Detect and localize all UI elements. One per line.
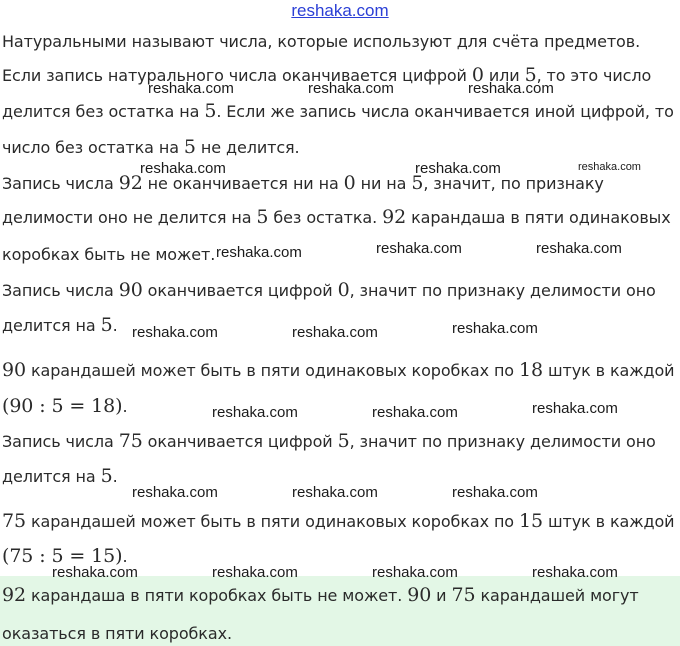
watermark: reshaka.com [308, 80, 394, 97]
watermark: reshaka.com [212, 564, 298, 581]
text-run: не делится. [195, 138, 300, 157]
watermark: reshaka.com [372, 564, 458, 581]
text-run: Запись числа [2, 281, 119, 300]
text-run: делимости оно не делится на [2, 208, 257, 227]
math-number: 0 [337, 279, 350, 301]
watermark: reshaka.com [132, 324, 218, 341]
paragraph-line [2, 137, 300, 158]
text-run: . [112, 467, 118, 486]
text-run: Запись числа [2, 174, 119, 193]
watermark: reshaka.com [415, 160, 501, 177]
text-run: не оканчивается ни на [142, 174, 344, 193]
watermark: reshaka.com [578, 161, 641, 173]
math-number: 92 [382, 206, 407, 228]
text-run: оканчивается цифрой [142, 281, 338, 300]
math-number: 5 [183, 136, 196, 158]
watermark: reshaka.com [148, 80, 234, 97]
text-run: делится на [2, 467, 101, 486]
math-number: 5 [524, 64, 537, 86]
watermark: reshaka.com [132, 484, 218, 501]
watermark: reshaka.com [468, 80, 554, 97]
watermark: reshaka.com [532, 400, 618, 417]
paragraph-line [2, 360, 674, 381]
watermark: reshaka.com [52, 564, 138, 581]
math-number: 5 [100, 314, 113, 336]
watermark: reshaka.com [216, 244, 302, 261]
text-run: оканчивается цифрой [142, 432, 338, 451]
paragraph-line [2, 396, 127, 417]
math-number: 5 [100, 465, 113, 487]
math-formula: (90 : 5 = 18) [2, 395, 123, 417]
text-run: , значит по признаку делимости оно [349, 281, 656, 300]
paragraph-line [2, 173, 604, 194]
math-number: 92 [118, 172, 143, 194]
watermark: reshaka.com [452, 320, 538, 337]
math-number: 5 [411, 172, 424, 194]
text-run: карандаша в пяти коробках быть не может. [25, 586, 408, 605]
site-watermark-header: reshaka.com [291, 1, 389, 20]
watermark: reshaka.com [452, 484, 538, 501]
paragraph-line [2, 466, 118, 487]
text-run: ни на [355, 174, 412, 193]
watermark: reshaka.com [212, 404, 298, 421]
text-run: штук в каждой [542, 361, 675, 380]
math-number: 75 [118, 430, 143, 452]
math-number: 15 [518, 510, 543, 532]
text-run: . Если же запись числа оканчивается иной цифрой, то [216, 102, 674, 121]
paragraph-line [2, 101, 674, 122]
text-run: без остатка. [268, 208, 383, 227]
math-formula: (75 : 5 = 15) [2, 545, 123, 567]
paragraph-line [2, 431, 656, 452]
text-run: Запись числа [2, 432, 119, 451]
text-run: . [122, 397, 128, 416]
math-number: 5 [204, 100, 217, 122]
text-run: оказаться в пяти коробках. [2, 624, 232, 643]
paragraph-line [2, 207, 671, 228]
text-run: делится без остатка на [2, 102, 205, 121]
text-run: карандашей может быть в пяти одинаковых коробках по [25, 361, 519, 380]
paragraph-line [2, 511, 674, 532]
watermark: reshaka.com [532, 564, 618, 581]
watermark: reshaka.com [536, 240, 622, 257]
text-run: , значит, по признаку [423, 174, 604, 193]
watermark: reshaka.com [372, 404, 458, 421]
text-run: Натуральными называют числа, которые используют для счёта предметов. [2, 32, 641, 51]
watermark: reshaka.com [376, 240, 462, 257]
math-number: 90 [407, 584, 432, 606]
math-number: 90 [2, 359, 26, 381]
text-run: карандашей может быть в пяти одинаковых коробках по [25, 512, 519, 531]
paragraph-line [2, 315, 118, 336]
text-run: число без остатка на [2, 138, 184, 157]
watermark: reshaka.com [292, 324, 378, 341]
watermark: reshaka.com [292, 484, 378, 501]
math-number: 75 [451, 584, 476, 606]
math-number: 75 [2, 510, 26, 532]
text-run: , значит по признаку делимости оно [349, 432, 656, 451]
math-number: 0 [471, 64, 484, 86]
text-run: и [431, 586, 452, 605]
text-run: делится на [2, 316, 101, 335]
math-number: 18 [518, 359, 543, 381]
watermark: reshaka.com [140, 160, 226, 177]
math-number: 90 [118, 279, 143, 301]
paragraph-line [2, 32, 640, 52]
math-number: 0 [343, 172, 356, 194]
math-number: 92 [2, 584, 26, 606]
text-run: карандаша в пяти одинаковых [406, 208, 671, 227]
answer-line [2, 585, 639, 606]
paragraph-line [2, 245, 215, 265]
text-run: коробках быть не может. [2, 245, 216, 264]
text-run: Если запись натурального числа оканчивается цифрой [2, 66, 472, 85]
answer-line [2, 624, 232, 644]
text-run: . [122, 547, 128, 566]
text-run: или [483, 66, 525, 85]
paragraph-line [2, 280, 656, 301]
text-run: , то это число [536, 66, 652, 85]
text-run: штук в каждой [542, 512, 675, 531]
text-run: карандашей могут [475, 586, 639, 605]
math-number: 5 [256, 206, 269, 228]
math-number: 5 [337, 430, 350, 452]
text-run: . [112, 316, 118, 335]
